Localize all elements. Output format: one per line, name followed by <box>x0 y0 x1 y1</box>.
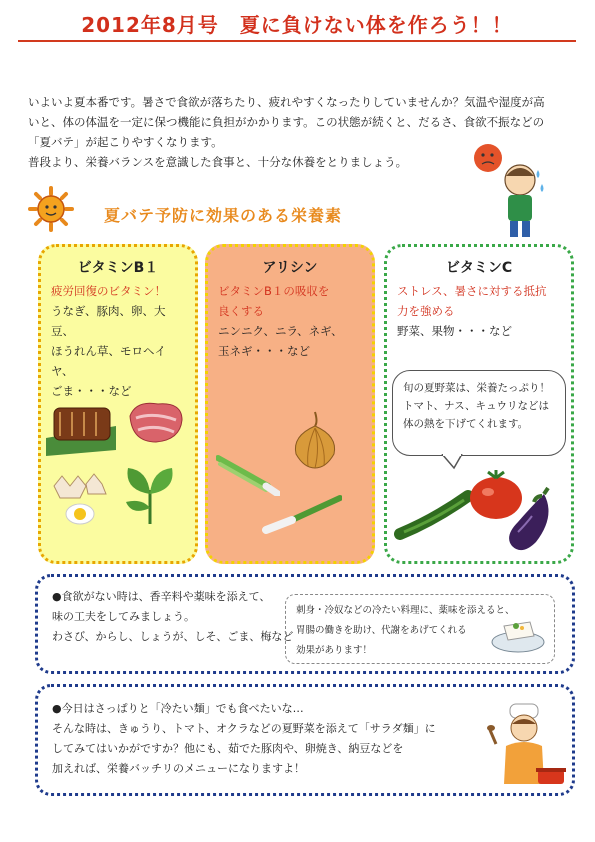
spinach-icon <box>120 460 180 526</box>
box-line: ●食欲がない時は、香辛料や薬味を添えて、 <box>52 590 271 603</box>
card-body <box>41 301 195 401</box>
egg-icon <box>52 470 108 526</box>
note-line: 胃腸の働きを助け、代謝をあげてくれる <box>296 625 467 636</box>
intro-line: いよいよ夏本番です。暑さで食欲が落ちたり、疲れやすくなったりしていませんか？気温や湿度が高 <box>28 95 545 109</box>
card-body-line: 玉ネギ・・・など <box>218 344 310 358</box>
cucumber-icon <box>394 490 474 540</box>
card-heading: ビタミンC <box>445 260 513 276</box>
box-text <box>52 587 293 647</box>
box-line: ●今日はさっぱりと「冷たい麺」でも食べたいな… <box>52 702 304 715</box>
card-lead <box>387 281 571 321</box>
box-line: わさび、からし、しょうが、しそ、ごま、梅など <box>52 630 294 643</box>
box-line: そんな時は、きゅうり、トマト、オクラなどの夏野菜を添えて「サラダ麺」に <box>52 722 436 735</box>
box-text <box>52 699 436 779</box>
box-line: してみてはいかがですか？他にも、茹でた豚肉や、卵焼き、納豆などを <box>52 742 404 755</box>
onion-icon <box>290 410 340 470</box>
card-heading: アリシン <box>262 260 318 276</box>
chef-icon <box>486 700 566 792</box>
eel-icon <box>46 398 116 458</box>
card-lead-line: ビタミンB１の吸収を <box>218 284 330 298</box>
intro-line: 普段より、栄養バランスを意識した食事と、十分な休養をとりましょう。 <box>28 155 408 169</box>
card-lead-line: 良くする <box>218 304 264 318</box>
card-body-line: 野菜、果物・・・など <box>397 324 512 338</box>
card-lead-line: 力を強める <box>397 304 455 318</box>
speech-bubble <box>392 370 566 456</box>
card-lead <box>208 281 372 321</box>
box-line: 加えれば、栄養バッチリのメニューになりますよ！ <box>52 762 305 775</box>
page-title: 2012年8月号 夏に負けない体を作ろう！！ <box>18 10 576 42</box>
intro-line: 「夏バテ」が起こりやすくなります。 <box>28 135 223 149</box>
box-line: 味の工夫をしてみましょう。 <box>52 610 195 623</box>
card-lead-line: ストレス、暑さに対する抵抗 <box>397 284 547 298</box>
sweating-boy-icon <box>466 140 552 240</box>
card-lead-line: 疲労回復のビタミン！ <box>51 284 166 298</box>
bubble-line: 体の熱を下げてくれます。 <box>403 418 529 430</box>
card-body-line: ごま・・・など <box>51 384 132 398</box>
card-body-line: ニンニク、ニラ、ネギ、 <box>218 324 343 338</box>
bubble-line: 旬の夏野菜は、栄養たっぷり！ <box>403 382 550 394</box>
eggplant-icon <box>504 486 558 556</box>
card-body <box>387 321 571 341</box>
green-onion-icon <box>262 494 342 534</box>
green-onion-icon <box>216 450 280 496</box>
card-body-line: ほうれん草、モロヘイヤ、 <box>51 344 166 378</box>
note-line: 効果があります！ <box>296 645 373 656</box>
card-heading: ビタミンB１ <box>77 260 159 276</box>
card-lead <box>41 281 195 301</box>
note-line: 刺身・冷奴などの冷たい料理に、薬味を添えると、 <box>296 605 515 616</box>
section-title: 夏バテ予防に効果のある栄養素 <box>104 206 343 225</box>
intro-line: いと、体の体温を一定に保つ機能に負担がかかります。この状態が続くと、だるさ、食欲不振などの <box>28 115 545 129</box>
tofu-dish-icon <box>490 612 546 656</box>
sun-mascot-icon <box>28 186 74 232</box>
card-body-line: うなぎ、豚肉、卵、大豆、 <box>51 304 166 338</box>
bubble-tail <box>440 454 470 470</box>
card-body <box>208 321 372 361</box>
bubble-line: トマト、ナス、キュウリなどは <box>403 400 549 412</box>
pork-icon <box>126 398 186 448</box>
